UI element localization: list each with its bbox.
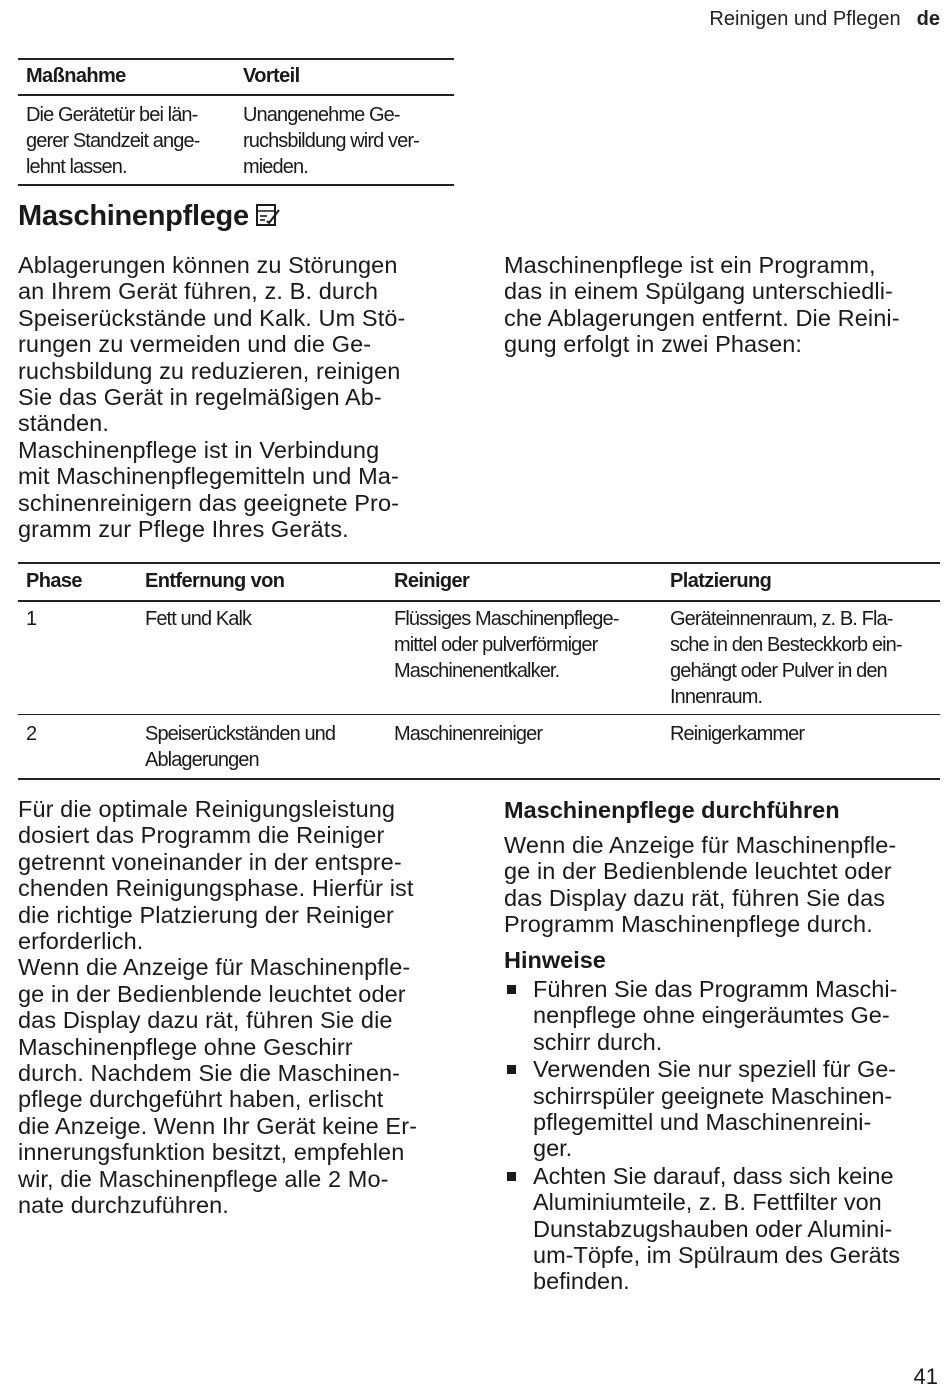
text-line: dosiert das Programm die Reiniger <box>18 822 385 849</box>
text-line: Wenn die Anzeige für Maschinenpfle- <box>18 954 411 981</box>
text-line: erforderlich. <box>18 928 144 955</box>
text-line: Maschinenpflege ist ein Programm, <box>504 252 876 278</box>
text-line: Für die optimale Reinigungsleistung <box>18 796 396 822</box>
bullet-square-icon <box>507 985 516 994</box>
cell-line: mieden. <box>243 156 308 178</box>
text-line: schirr durch. <box>533 1028 663 1055</box>
header-language: de <box>916 8 940 30</box>
table-cell-vorteil <box>243 102 453 180</box>
text-line: Maschinenpflege ist in Verbindung <box>18 436 380 463</box>
list-item <box>504 976 940 1055</box>
cell-line: Unangenehme Ge- <box>243 104 400 126</box>
cell-line: Maschinenreiniger <box>394 723 543 745</box>
intro-left-paragraph <box>18 252 458 542</box>
text-line: Achten Sie darauf, dass sich keine <box>533 1162 894 1189</box>
bullet-square-icon <box>507 1065 516 1074</box>
text-line: nate durchzuführen. <box>18 1192 229 1219</box>
text-line: pflegemittel und Maschinenreini- <box>533 1109 872 1136</box>
text-line: nenpflege ohne eingeräumtes Ge- <box>533 1002 890 1029</box>
text-line: das Display dazu rät, führen Sie das <box>504 884 886 911</box>
text-line: Führen Sie das Programm Maschi- <box>533 976 898 1002</box>
text-line: pflege durchgeführt haben, erlischt <box>18 1086 384 1113</box>
text-line: innerungsfunktion besitzt, empfehlen <box>18 1139 405 1166</box>
column-header-phase: Phase <box>26 570 82 592</box>
table-cell-reiniger <box>394 606 664 684</box>
page-number: 41 <box>913 1364 938 1389</box>
cell-line: Flüssiges Maschinenpflege- <box>394 608 619 630</box>
cell-line: Geräteinnenraum, z. B. Fla- <box>670 608 893 630</box>
cell-line: ruchsbildung wird ver- <box>243 130 419 152</box>
text-line: an Ihrem Gerät führen, z. B. durch <box>18 278 378 305</box>
table-cell-massnahme <box>26 102 236 180</box>
text-line: Wenn die Anzeige für Maschinenpfle- <box>504 832 897 858</box>
measure-benefit-table <box>18 58 454 186</box>
text-line: ruchsbildung zu reduzieren, reinigen <box>18 357 401 384</box>
column-header-entfernung: Entfernung von <box>145 570 285 592</box>
text-line: Ablagerungen können zu Störungen <box>18 252 398 278</box>
cell-line: Innenraum. <box>670 686 763 708</box>
text-line: mit Maschinenpflegemitteln und Ma- <box>18 463 399 490</box>
table-cell-entfernung <box>145 721 385 773</box>
text-line: gung erfolgt in zwei Phasen: <box>504 331 803 358</box>
cell-line: Die Gerätetür bei län- <box>26 104 198 126</box>
row-divider <box>18 714 940 715</box>
cell-line: Speiserückständen und <box>145 723 336 745</box>
column-header-vorteil: Vorteil <box>243 65 300 87</box>
subsection-title: Maschinenpflege durchführen <box>504 797 840 823</box>
column-header-massnahme: Maßnahme <box>26 65 126 87</box>
header-section: Reinigen und Pflegen <box>709 8 901 30</box>
text-line: schirrspüler geeignete Maschinen- <box>533 1082 893 1109</box>
table-cell-platzierung <box>670 721 940 747</box>
text-line: das Display dazu rät, führen Sie die <box>18 1007 393 1034</box>
text-line: Verwenden Sie nur speziell für Ge- <box>533 1056 897 1083</box>
text-line: chenden Reinigungsphase. Hierfür ist <box>18 875 414 902</box>
cell-line: Fett und Kalk <box>145 608 252 630</box>
table-cell-platzierung <box>670 606 940 710</box>
text-line: gramm zur Pflege Ihres Geräts. <box>18 516 349 543</box>
text-line: getrennt voneinander in der entspre- <box>18 848 402 875</box>
bullet-square-icon <box>507 1172 516 1181</box>
text-line: ger. <box>533 1135 573 1162</box>
table-cell-reiniger <box>394 721 664 747</box>
column-header-platzierung: Platzierung <box>670 570 772 592</box>
text-line: Maschinenpflege ohne Geschirr <box>18 1033 353 1060</box>
table-cell-entfernung <box>145 606 385 632</box>
cell-line: gerer Standzeit ange- <box>26 130 200 152</box>
cell-line: sche in den Besteckkorb ein- <box>670 634 902 656</box>
list-item <box>504 1163 940 1295</box>
phase-table <box>18 562 940 780</box>
notes-title: Hinweise <box>504 947 606 973</box>
text-line: ständen. <box>18 410 109 437</box>
text-line: die richtige Platzierung der Reiniger <box>18 901 394 928</box>
text-line: die Anzeige. Wenn Ihr Gerät keine Er- <box>18 1112 418 1139</box>
table-header-row <box>18 564 940 602</box>
text-line: Dunstabzugshauben oder Alumini- <box>533 1215 893 1242</box>
section-title <box>18 200 281 236</box>
text-line: rungen zu vermeiden und die Ge- <box>18 331 372 358</box>
text-line: Aluminiumteile, z. B. Fettfilter von <box>533 1189 882 1216</box>
cell-line: lehnt lassen. <box>26 156 127 178</box>
cell-line: mittel oder pulverförmiger <box>394 634 598 656</box>
machine-care-icon <box>255 202 281 236</box>
body-left-paragraph <box>18 796 468 1219</box>
cell-line: gehängt oder Pulver in den <box>670 660 887 682</box>
text-line: Sie das Gerät in regelmäßigen Ab- <box>18 384 382 411</box>
text-line: Programm Maschinenpflege durch. <box>504 911 873 938</box>
text-line: befinden. <box>533 1268 630 1295</box>
cell-line: Ablagerungen <box>145 749 259 771</box>
column-header-reiniger: Reiniger <box>394 570 470 592</box>
text-line: schinenreinigern das geeignete Pro- <box>18 489 400 516</box>
section-title-text: Maschinenpflege <box>18 200 249 232</box>
table-header-row <box>18 60 454 96</box>
text-line: che Ablagerungen entfernt. Die Reini- <box>504 304 900 331</box>
text-line: ge in der Bedienblende leuchtet oder <box>18 980 406 1007</box>
running-header <box>709 8 940 31</box>
text-line: das in einem Spülgang unterschiedli- <box>504 278 893 305</box>
table-cell-phase: 2 <box>26 723 37 745</box>
text-line: Speiserückstände und Kalk. Um Stö- <box>18 304 406 331</box>
text-line: um-Töpfe, im Spülraum des Geräts <box>533 1242 900 1269</box>
body-right-paragraph <box>504 832 944 938</box>
text-line: wir, die Maschinenpflege alle 2 Mo- <box>18 1165 389 1192</box>
text-line: ge in der Bedienblende leuchtet oder <box>504 858 892 885</box>
table-cell-phase: 1 <box>26 608 37 630</box>
cell-line: Maschinenentkalker. <box>394 660 560 682</box>
list-item <box>504 1056 940 1162</box>
text-line: durch. Nachdem Sie die Maschinen- <box>18 1060 401 1087</box>
cell-line: Reinigerkammer <box>670 723 805 745</box>
notes-list <box>504 976 940 1296</box>
intro-right-paragraph <box>504 252 944 358</box>
